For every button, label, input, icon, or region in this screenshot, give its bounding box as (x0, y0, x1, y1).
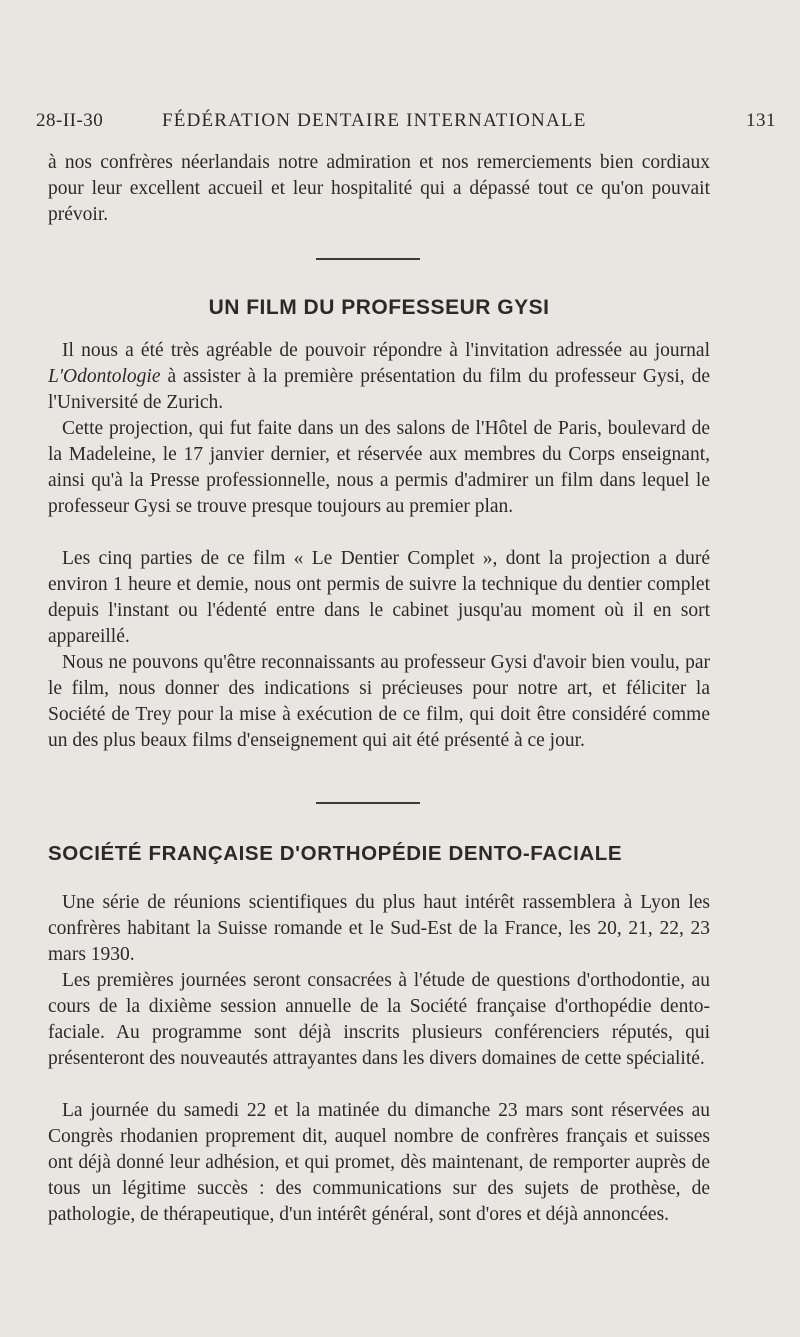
intro-paragraph: à nos confrères néerlandais notre admiration et nos remerciements bien cordiaux pour leur excellent accueil et leur hospitalité qui a dépassé tout ce qu'on pouvait prévoir. (48, 152, 710, 225)
section-divider (316, 802, 420, 804)
journal-name-odontologie: L'Odontologie (48, 366, 161, 387)
gysi-p1-text-b: à assister à la première présentation du film du professeur Gysi, de l'Université de Zurich. (48, 366, 710, 413)
running-header (36, 110, 776, 138)
gysi-paragraph-3: Les cinq parties de ce film « Le Dentier Complet », dont la projection a duré environ 1 heure et demie, nous ont permis de suivre la technique du dentier complet depuis l'instant ou l'édenté entre dans le cabinet jusqu'au moment où il en sort appareillé. (48, 548, 710, 647)
gysi-p1-text-a: Il nous a été très agréable de pouvoir répondre à l'invitation adressée au journal (62, 340, 710, 361)
section-divider (316, 258, 420, 260)
gysi-paragraph-2: Cette projection, qui fut faite dans un des salons de l'Hôtel de Paris, boulevard de la Madeleine, le 17 janvier dernier, et réservée aux membres du Corps enseignant, ainsi qu'à la Presse professionnelle, nous a permis d'admirer un film dans lequel le professeur Gysi se trouve presque toujours au premier plan. (48, 418, 710, 517)
journal-title: FÉDÉRATION DENTAIRE INTERNATIONALE (162, 110, 587, 131)
header-date: 28-II-30 (36, 110, 104, 131)
sfodf-paragraph-1: Une série de réunions scientifiques du plus haut intérêt rassemblera à Lyon les confrères habitant la Suisse romande et le Sud-Est de la France, les 20, 21, 22, 23 mars 1930. (48, 892, 710, 965)
section-title-sfodf: SOCIÉTÉ FRANÇAISE D'ORTHOPÉDIE DENTO-FACIALE (48, 842, 623, 865)
section-title-gysi: UN FILM DU PROFESSEUR GYSI (208, 296, 550, 319)
sfodf-paragraph-2: Les premières journées seront consacrées à l'étude de questions d'orthodontie, au cours de la dixième session annuelle de la Société française d'orthopédie dento-faciale. Au programme sont déjà inscrits plusieurs conférenciers réputés, qui présenteront des nouveautés attrayantes dans les divers domaines de cette spécialité. (48, 970, 710, 1069)
page-number: 131 (746, 110, 776, 131)
gysi-paragraph-4: Nous ne pouvons qu'être reconnaissants au professeur Gysi d'avoir bien voulu, par le film, nous donner des indications si précieuses pour notre art, et féliciter la Société de Trey pour la mise à exécution de ce film, qui doit être considéré comme un des plus beaux films d'enseignement qui ait été présenté à ce jour. (48, 652, 710, 751)
sfodf-paragraph-3: La journée du samedi 22 et la matinée du dimanche 23 mars sont réservées au Congrès rhodanien proprement dit, auquel nombre de confrères français et suisses ont déjà donné leur adhésion, et qui promet, dès maintenant, de remporter auprès de tous un légitime succès : des communications sur des sujets de prothèse, de pathologie, de thérapeutique, d'un intérêt général, sont d'ores et déjà annoncées. (48, 1100, 710, 1225)
gysi-paragraph-1 (48, 338, 710, 416)
